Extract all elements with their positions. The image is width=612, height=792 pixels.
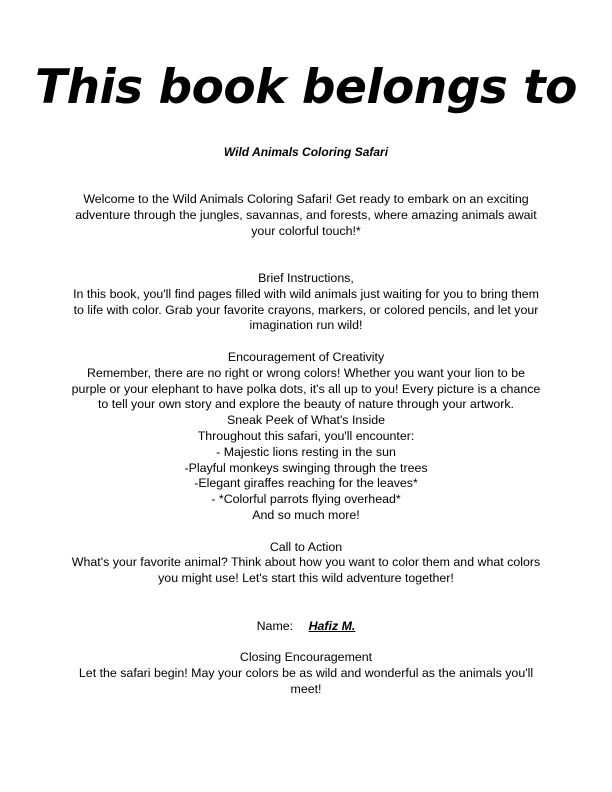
welcome-paragraph: Welcome to the Wild Animals Coloring Safari! Get ready to embark on an exciting adventure through the jungles, savannas, and forests, where amazing animals await your colorful touch!* [75, 192, 537, 238]
list-item: - Majestic lions resting in the sun [216, 444, 396, 459]
closing-text: Let the safari begin! May your colors be as wild and wonderful as the animals you'll meet! [78, 665, 534, 696]
sneak-peek-intro: Throughout this safari, you'll encounter: [197, 428, 415, 443]
call-to-action-title: Call to Action [269, 539, 343, 554]
instructions-text: In this book, you'll find pages filled with wild animals just waiting for you to bring them to life with color. Grab your favorite crayons, markers, or colored pencils, and let your imagination run wild! [73, 286, 539, 333]
sneak-peek-title: Sneak Peek of What's Inside [226, 413, 386, 428]
closing-title: Closing Encouragement [239, 650, 373, 665]
creativity-title: Encouragement of Creativity [227, 349, 385, 364]
list-item: -Playful monkeys swinging through the trees [184, 460, 428, 475]
sneak-peek-outro: And so much more! [252, 507, 360, 522]
page-heading: This book belongs to [35, 60, 577, 115]
book-subtitle: Wild Animals Coloring Safari [223, 145, 389, 159]
name-label: Name: [256, 618, 294, 633]
instructions-title: Brief Instructions, [258, 270, 354, 285]
name-value: Hafiz M. [308, 618, 356, 633]
list-item: - *Colorful parrots flying overhead* [211, 492, 401, 507]
list-item: -Elegant giraffes reaching for the leaves* [194, 476, 418, 491]
call-to-action-text: What's your favorite animal? Think about how you want to color them and what colors you might use! Let's start this wild adventure together! [71, 555, 541, 586]
book-body [70, 192, 542, 698]
name-line [70, 619, 542, 635]
creativity-text: Remember, there are no right or wrong colors! Whether you want your lion to be purple or your elephant to have polka dots, it's all up to you! Every picture is a chance to tell your own story and explore the beauty of nature through your artwork. [71, 365, 541, 412]
